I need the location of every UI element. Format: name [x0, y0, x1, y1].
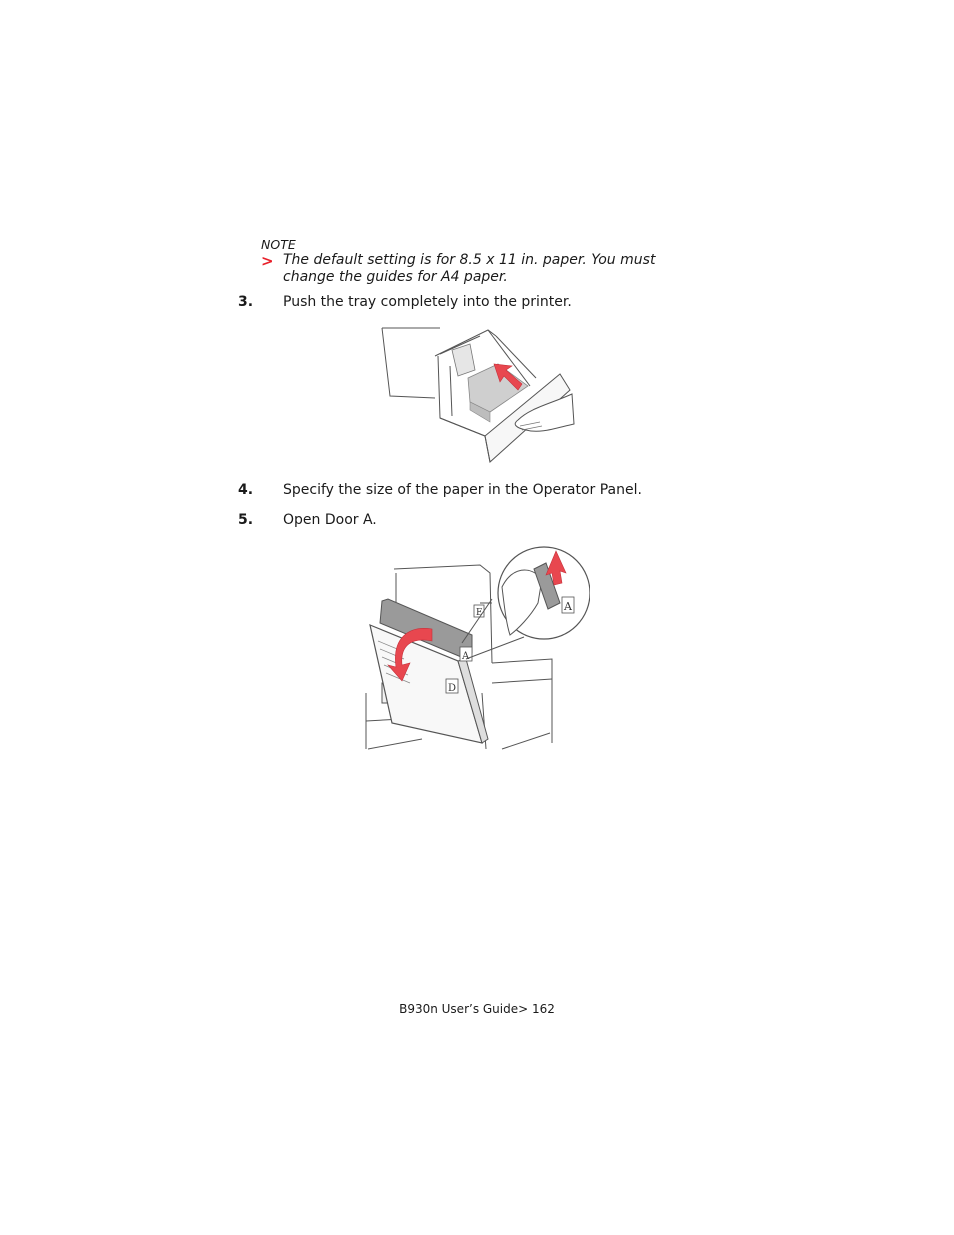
tray-push-illustration: [380, 326, 576, 464]
page-footer: B930n User’s Guide> 162: [399, 1002, 555, 1016]
note-label: NOTE: [261, 237, 296, 252]
door-a-label: A: [462, 651, 470, 662]
step-4-text: Specify the size of the paper in the Operator Panel.: [283, 482, 642, 498]
step-3-text: Push the tray completely into the printer.: [283, 294, 572, 310]
door-e-label: E: [476, 608, 483, 618]
step-5-number: 5.: [238, 512, 254, 528]
note-text: The default setting is for 8.5 x 11 in. paper. You must change the guides for A4 paper.: [283, 252, 656, 285]
note-marker-icon: >: [261, 252, 274, 270]
door-d-label: D: [448, 683, 457, 694]
callout-a-label: A: [564, 600, 572, 613]
open-door-a-illustration: [362, 543, 590, 753]
step-3-number: 3.: [238, 294, 254, 310]
step-4-number: 4.: [238, 482, 254, 498]
step-5-text: Open Door A.: [283, 512, 377, 528]
